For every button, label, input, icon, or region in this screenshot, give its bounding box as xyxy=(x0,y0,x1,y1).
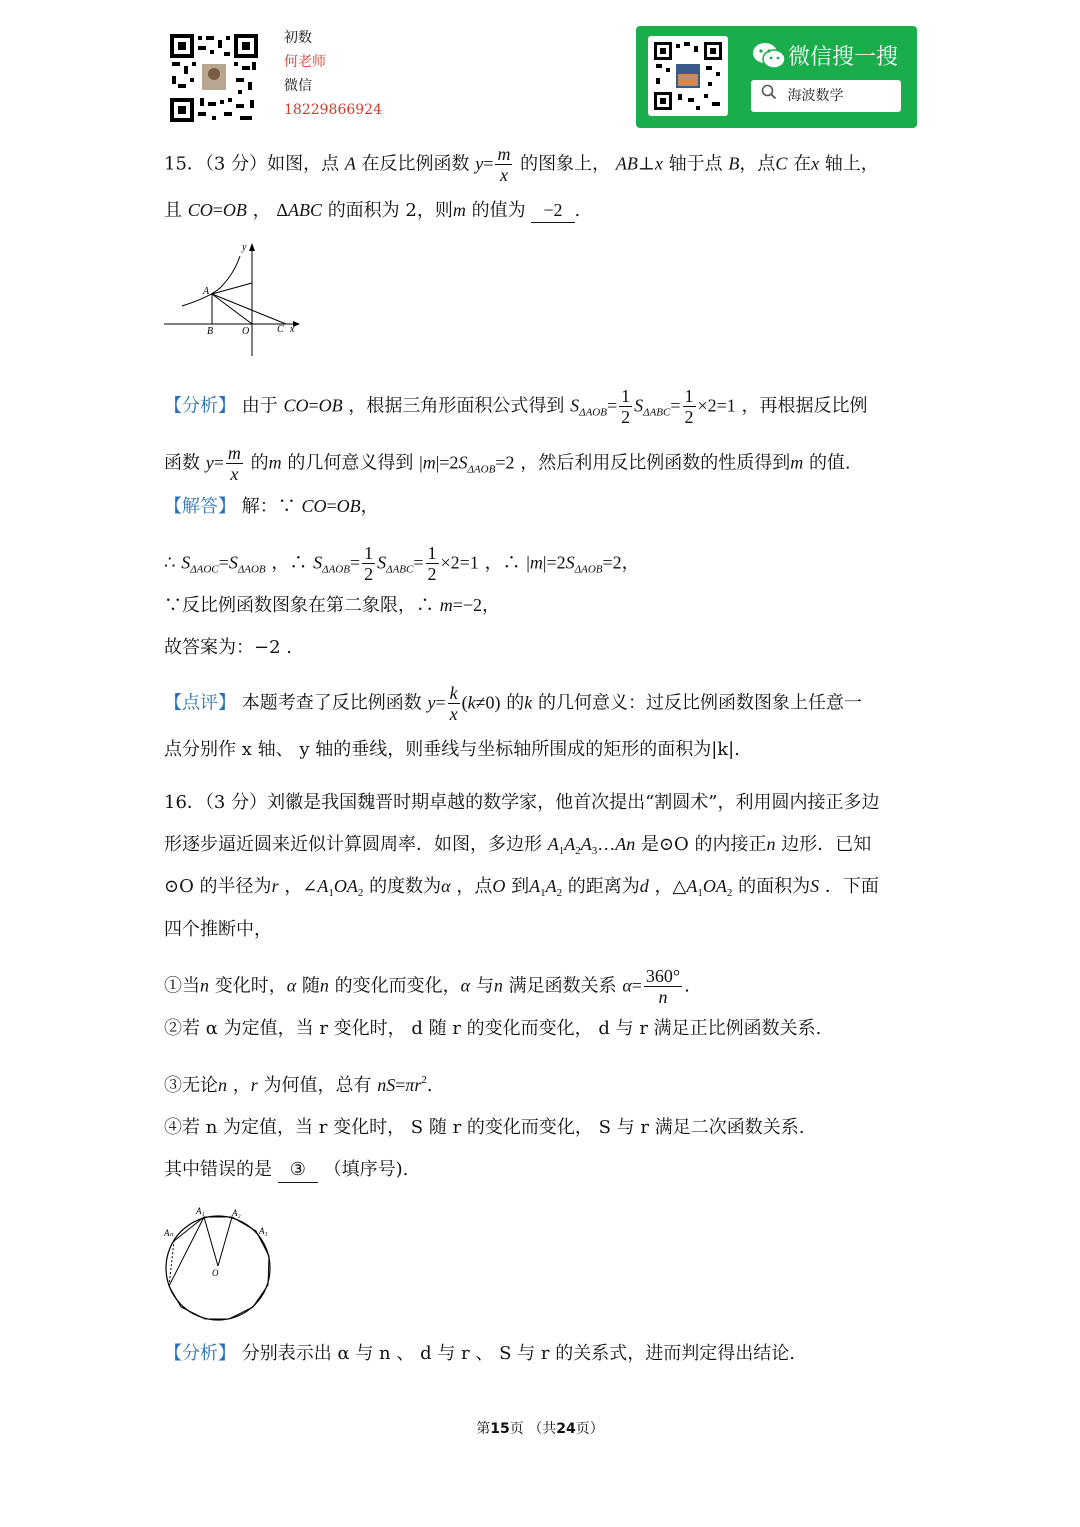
contact-phone: 18229866924 xyxy=(284,102,382,118)
page-total: 24 xyxy=(556,1421,576,1437)
q16-fig-label-an: Aₙ xyxy=(164,1228,174,1238)
q15-solution-line2: ∴ $S_{\Delta AOC}=S_{\Delta AOB}$ ，∴ $S_{\Delta AOB}=$ $\frac{1}{2}$ $S_{\Delta ABC}=$ $\frac{1}{2}$ ×2=1 ，∴ $|m|=2S_{\Delta AOB}=2$， xyxy=(164,543,640,584)
q16-fig-label-a1: A₁ xyxy=(196,1206,205,1216)
q15-figure xyxy=(160,238,310,363)
q15-review-line2: 点分别作 x 轴、 y 轴的垂线，则垂线与坐标轴所围成的矩形的面积为|k|. xyxy=(164,739,740,760)
q15-fig-label-o: O xyxy=(242,326,250,337)
q16-stem-line3: ⊙O 的半径为r ，$\angle A_1OA_2$ 的度数为α ，点O 到$A_1A_2$ 的距离为d ，$\triangle A_1OA_2$ 的面积为S ．下面 xyxy=(164,876,879,899)
teacher-qr-code xyxy=(168,32,260,124)
q16-fig-label-o: O xyxy=(212,1268,219,1278)
wechat-logo-icon xyxy=(752,42,786,70)
q16-question: 其中错误的是 ③ （填序号). xyxy=(164,1158,408,1183)
q15-analysis-line2: 函数 y= $\frac{m}{x}$ 的m 的几何意义得到 $|m|=2S_{\Delta AOB}=2$ ，然后利用反比例函数的性质得到m 的值. xyxy=(164,443,851,484)
q16-stem-line2: 形逐步逼近圆来近似计算圆周率．如图，多边形 $A_1A_2A_3\dots An$ 是⊙O 的内接正n 边形．已知 xyxy=(164,834,872,857)
teacher-contact xyxy=(284,26,382,122)
q15-stem-line1: 15．（3 分）如图，点 A 在反比例函数 y= $\frac{m}{x}$ 的图象上， AB⊥x 轴于点 B，点C 在x 轴上， xyxy=(164,144,879,185)
q15-solution-line3: ∵反比例函数图象在第二象限，∴ m=−2， xyxy=(164,595,501,616)
search-icon xyxy=(761,80,777,112)
q15-fig-label-a: A xyxy=(203,286,210,297)
q16-stem-line1: 16．（3 分）刘徽是我国魏晋时期卓越的数学家，他首次提出“割圆术”，利用圆内接正多边 xyxy=(164,792,880,813)
q15-fig-label-c: C xyxy=(277,324,284,335)
wechat-qr-code xyxy=(648,36,728,116)
q15-solution-line4: 故答案为：−2 . xyxy=(164,637,292,658)
wechat-search-input[interactable] xyxy=(751,80,901,112)
page-number: 15 xyxy=(490,1421,510,1437)
q15-review-tag: 【点评】 xyxy=(164,692,236,714)
q16-answer-blank: ③ xyxy=(278,1158,318,1183)
q16-item-1: ①当n 变化时，α 随n 的变化而变化，α 与n 满足函数关系 α= $\frac{360^\circ}{n}$ . xyxy=(164,966,690,1007)
q16-analysis-tag: 【分析】 xyxy=(164,1343,236,1364)
q15-fig-label-y: y xyxy=(242,242,247,253)
q15-fig-label-b: B xyxy=(207,326,214,337)
wechat-search-title: 微信搜一搜 xyxy=(788,45,899,70)
q15-stem-line2: 且 CO=OB ， ΔABC 的面积为 2，则m 的值为 −2 . xyxy=(164,200,581,221)
q16-stem-line4: 四个推断中， xyxy=(164,919,272,940)
q15-analysis-tag: 【分析】 xyxy=(164,395,236,417)
q16-fig-label-a2: A₂ xyxy=(232,1208,241,1218)
q16-item-4: ④若 n 为定值，当 r 变化时， S 随 r 的变化而变化， S 与 r 满足二次函数关系. xyxy=(164,1117,805,1138)
q16-item-3: ③无论n ，r 为何值，总有 $nS=\pi r^2$. xyxy=(164,1074,433,1096)
search-query: 海波数学 xyxy=(787,88,844,104)
q15-analysis-line1: 【分析】 由于 CO=OB ，根据三角形面积公式得到 $S_{\Delta AOB}=$ $\frac{1}{2}$ $S_{\Delta ABC}=$ $\frac{1}{2}$ ×2=1 ，再根据反比例 xyxy=(164,386,868,427)
q16-fig-label-a3: A₃ xyxy=(259,1226,268,1236)
q16-figure xyxy=(160,1200,280,1325)
contact-teacher: 何老师 xyxy=(284,54,326,70)
q16-item-2: ②若 α 为定值，当 r 变化时， d 随 r 的变化而变化， d 与 r 满足正比例函数关系. xyxy=(164,1018,822,1039)
q15-solution-line1: 【解答】 解：∵ CO=OB， xyxy=(164,496,379,517)
q16-analysis: 【分析】 分别表示出 α 与 n 、 d 与 r 、 S 与 r 的关系式，进而判定得出结论. xyxy=(164,1343,795,1364)
contact-subject: 初数 xyxy=(284,30,312,46)
page-footer: 第15页 （共24页） xyxy=(476,1421,604,1437)
q15-solution-tag: 【解答】 xyxy=(164,496,236,517)
q15-answer-blank: −2 xyxy=(531,198,574,223)
q15-review-line1: 【点评】 本题考查了反比例函数 y= $\frac{k}{x}$ (k≠0) 的k 的几何意义：过反比例函数图象上任意一 xyxy=(164,683,862,724)
contact-wechat-label: 微信 xyxy=(284,78,312,94)
q15-fig-label-x: x xyxy=(290,324,295,335)
